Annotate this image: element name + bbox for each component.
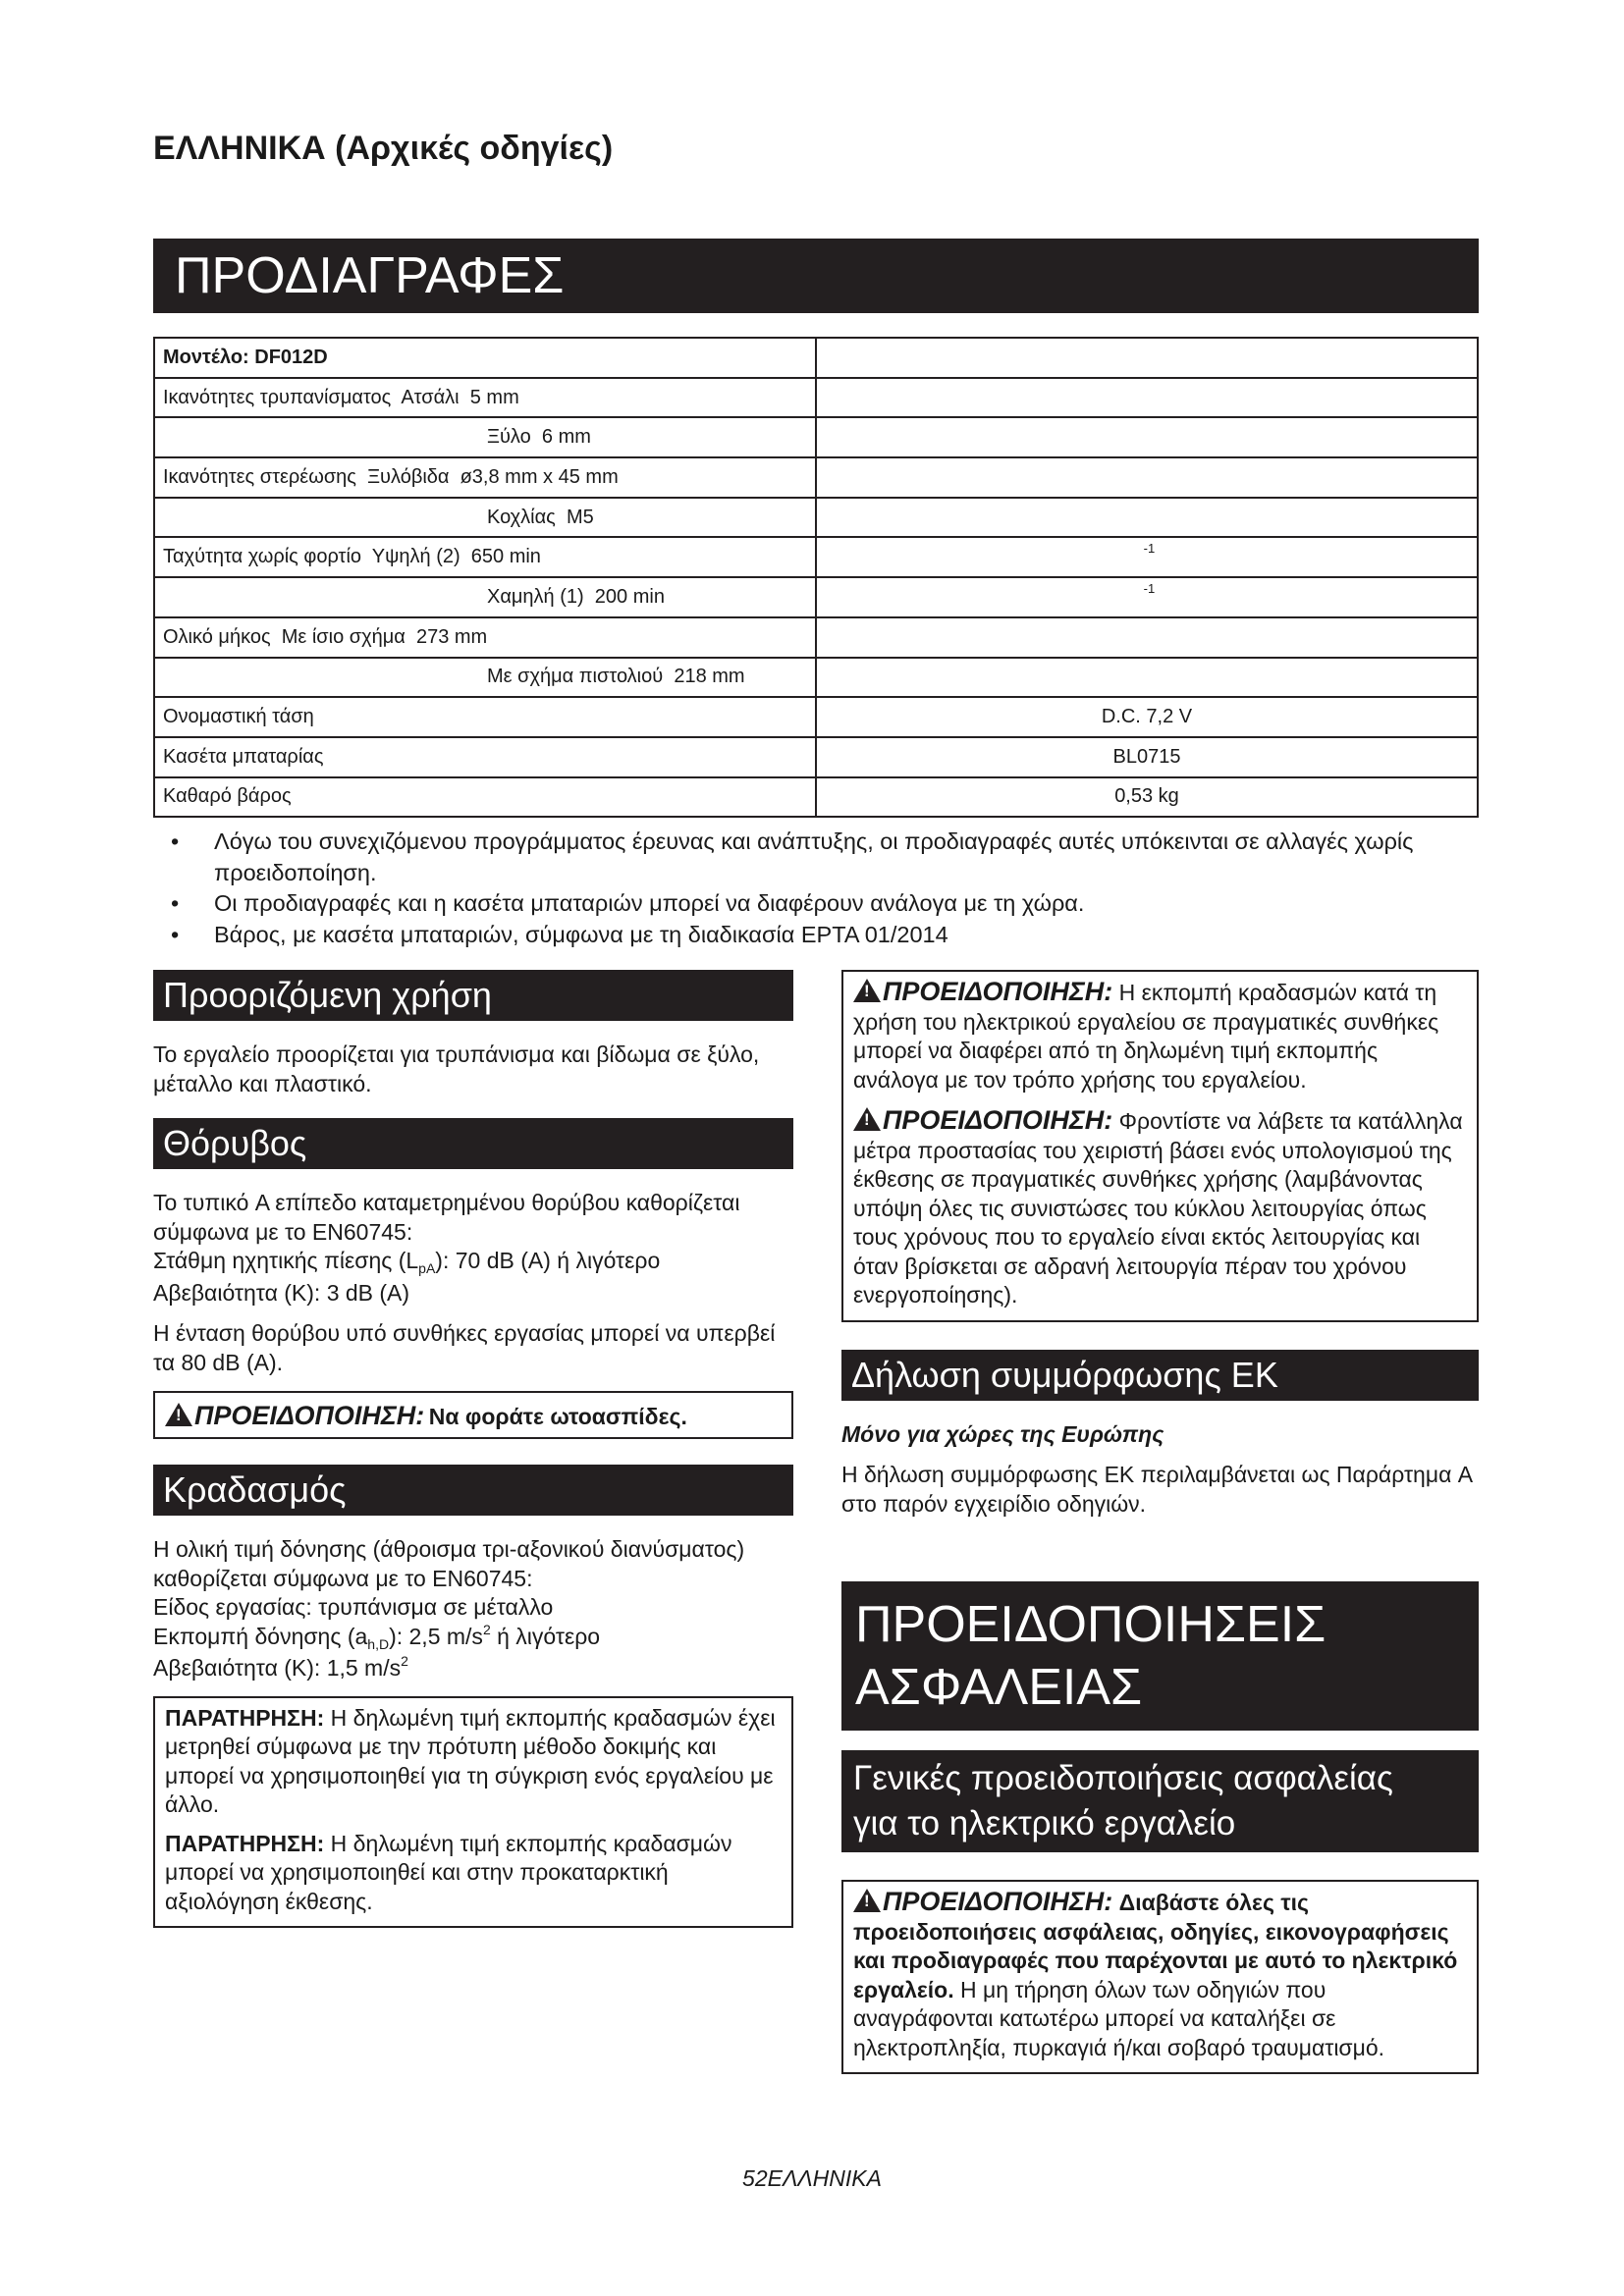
safety-heading: ΠΡΟΕΙΔΟΠΟΙΗΣΕΙΣ ΑΣΦΑΛΕΙΑΣ bbox=[841, 1581, 1479, 1731]
rated-voltage-value: D.C. 7,2 V bbox=[816, 697, 1478, 737]
wood-screw-value: ø3,8 mm x 45 mm bbox=[460, 465, 619, 488]
machine-screw-label: Κοχλίας bbox=[487, 506, 556, 528]
steel-value: 5 mm bbox=[469, 386, 519, 408]
noise-heading: Θόρυβος bbox=[153, 1118, 793, 1169]
model-label: Μοντέλο: DF012D bbox=[154, 338, 816, 378]
ec-declaration-subheading: Μόνο για χώρες της Ευρώπης bbox=[841, 1420, 1164, 1447]
rated-voltage-label: Ονομαστική τάση bbox=[154, 697, 816, 737]
warning-icon bbox=[853, 979, 881, 1002]
straight-label: Με ίσιο σχήμα bbox=[281, 625, 406, 648]
page-footer: 52ΕΛΛΗΝΙΚΑ bbox=[742, 2165, 882, 2191]
spec-note: • Λόγω του συνεχιζόμενου προγράμματος έρευνας και ανάπτυξης, οι προδιαγραφές αυτές υπόκεινται σε αλλαγές χωρίς προειδοποίηση. bbox=[153, 827, 1479, 888]
spec-row-drilling-wood bbox=[154, 417, 1478, 457]
vibration-note: ΠΑΡΑΤΗΡΗΣΗ: Η δηλωμένη τιμή εκπομπής κραδασμών μπορεί να χρησιμοποιηθεί και στην προκαταρκτική αξιολόγηση έκθεσης. bbox=[165, 1830, 732, 1914]
spec-row-weight bbox=[154, 777, 1478, 818]
spec-row-fastening-machine-screw bbox=[154, 498, 1478, 538]
warning-icon bbox=[165, 1403, 192, 1426]
general-safety-heading: Γενικές προειδοποιήσεις ασφαλείας για το ηλεκτρικό εργαλείο bbox=[841, 1750, 1479, 1852]
vibration-warning: !ΠΡΟΕΙΔΟΠΟΙΗΣΗ: Η εκπομπή κραδασμών κατά τη χρήση του ηλεκτρικού εργαλείου σε πραγματικές συνθήκες μπορεί να διαφέρει από τη δηλωμένη τιμή εκπομπής ανάλογα με τον τρόπο χρήσης του εργαλείου. bbox=[853, 978, 1467, 1095]
battery-value: BL0715 bbox=[816, 737, 1478, 777]
spec-row-speed-high bbox=[154, 537, 1478, 577]
intended-use-text: Το εργαλείο προορίζεται για τρυπάνισμα και βίδωμα σε ξύλο, μέταλλο και πλαστικό. bbox=[153, 1041, 760, 1096]
steel-label: Ατσάλι bbox=[401, 386, 460, 408]
low-speed-exponent: -1 bbox=[1143, 581, 1156, 597]
ec-declaration-heading: Δήλωση συμμόρφωσης ΕΚ bbox=[841, 1350, 1479, 1401]
noise-intro: Το τυπικό A επίπεδο καταμετρημένου θορύβου καθορίζεται σύμφωνα με το EN60745: bbox=[153, 1190, 740, 1245]
fastening-capacity-label: Ικανότητες στερέωσης bbox=[163, 465, 356, 488]
vibration-warnings-box bbox=[841, 970, 1479, 1322]
vibration-emission: Εκπομπή δόνησης $(a_{h,D})$: 2,5 $m/s^2$ ή λιγότερο bbox=[153, 1621, 601, 1652]
noise-pressure: Στάθμη ηχητικής πίεσης $(L_{pA})$: 70 dB (A) ή λιγότερο bbox=[153, 1248, 661, 1276]
no-load-speed-label: Ταχύτητα χωρίς φορτίο bbox=[163, 546, 362, 568]
vibration-warning: !ΠΡΟΕΙΔΟΠΟΙΗΣΗ: Φροντίστε να λάβετε τα κατάλληλα μέτρα προστασίας του χειριστή βάσει ενός υπολογισμού της έκθεσης σε πραγματικές συνθήκες χρήσης (λαμβάνοντας υπόψη όλες τις συνιστώσες του κύκλου λειτουργίας όπως τους χρόνους που το εργαλείο είναι εκτός λειτουργίας και όταν βρίσκεται σε αδρανή λειτουργία πέραν του χρόνου ενεργοποίησης). bbox=[853, 1106, 1467, 1310]
wood-label: Ξύλο bbox=[487, 426, 531, 449]
spec-row-length-pistol bbox=[154, 658, 1478, 698]
noise-uncertainty: Αβεβαιότητα (K): 3 dB (A) bbox=[153, 1279, 410, 1306]
spec-row-drilling-steel bbox=[154, 378, 1478, 418]
spec-row-length-straight bbox=[154, 617, 1478, 658]
high-speed-value: 650 min bbox=[470, 546, 541, 568]
overall-length-label: Ολικό μήκος bbox=[163, 625, 271, 648]
vibration-note: ΠΑΡΑΤΗΡΗΣΗ: Η δηλωμένη τιμή εκπομπής κραδασμών έχει μετρηθεί σύμφωνα με την πρότυπη μέθοδο δοκιμής και μπορεί να χρησιμοποιηθεί για τη σύγκριση ενός εργαλείου με άλλο. bbox=[165, 1704, 776, 1817]
low-speed-value: 200 min bbox=[594, 585, 665, 608]
vibration-uncertainty: Αβεβαιότητα (K): 1,5 $m/s^2$ bbox=[153, 1653, 408, 1681]
spec-row-model bbox=[154, 338, 1478, 378]
left-column bbox=[153, 970, 793, 1928]
vibration-intro: Η ολική τιμή δόνησης (άθροισμα τρι-αξονικού διανύσματος) καθορίζεται σύμφωνα με το EN60745: bbox=[153, 1536, 745, 1591]
specifications-heading: ΠΡΟΔΙΑΓΡΑΦΕΣ bbox=[153, 239, 1479, 313]
specifications-table bbox=[153, 337, 1479, 818]
spec-notes-list bbox=[153, 827, 1479, 950]
spec-note: • Βάρος, με κασέτα μπαταριών, σύμφωνα με τη διαδικασία EPTA 01/2014 bbox=[153, 920, 1479, 951]
warning-label: ΠΡΟΕΙΔΟΠΟΙΗΣΗ: bbox=[194, 1401, 425, 1430]
spec-row-fastening-wood-screw bbox=[154, 457, 1478, 498]
net-weight-label: Καθαρό βάρος bbox=[154, 777, 816, 818]
battery-label: Κασέτα μπαταρίας bbox=[154, 737, 816, 777]
warning-icon bbox=[853, 1107, 881, 1131]
language-title: ΕΛΛΗΝΙΚΑ (Αρχικές οδηγίες) bbox=[153, 130, 614, 167]
vibration-work-mode: Είδος εργασίας: τρυπάνισμα σε μέταλλο bbox=[153, 1594, 554, 1620]
pistol-label: Με σχήμα πιστολιού bbox=[487, 666, 664, 688]
noise-warning-box bbox=[153, 1391, 793, 1439]
spec-row-speed-low bbox=[154, 577, 1478, 617]
vibration-heading: Κραδασμός bbox=[153, 1465, 793, 1516]
noise-warning-text: Να φοράτε ωτοασπίδες. bbox=[428, 1404, 687, 1429]
intended-use-heading: Προοριζόμενη χρήση bbox=[153, 970, 793, 1021]
net-weight-value: 0,53 kg bbox=[816, 777, 1478, 818]
drilling-capacity-label: Ικανότητες τρυπανίσματος bbox=[163, 386, 392, 408]
low-speed-label: Χαμηλή (1) bbox=[487, 585, 584, 608]
vibration-notes-box bbox=[153, 1696, 793, 1929]
high-speed-label: Υψηλή (2) bbox=[371, 546, 460, 568]
safety-warning-box: !ΠΡΟΕΙΔΟΠΟΙΗΣΗ: Διαβάστε όλες τις προειδοποιήσεις ασφάλειας, οδηγίες, εικονογραφήσεις και προδιαγραφές που παρέχονται με αυτό το ηλεκτρικό εργαλείο. Η μη τήρηση όλων των οδηγιών που αναγράφονται κατωτέρω μπορεί να καταλήξει σε ηλεκτροπληξία, πυρκαγιά ή/και σοβαρό τραυματισμό. bbox=[841, 1880, 1479, 2074]
right-column bbox=[841, 970, 1479, 2074]
spec-row-battery bbox=[154, 737, 1478, 777]
ec-declaration-text: Η δήλωση συμμόρφωσης ΕΚ περιλαμβάνεται ως Παράρτημα A στο παρόν εγχειρίδιο οδηγιών. bbox=[841, 1462, 1472, 1517]
machine-screw-value: M5 bbox=[566, 506, 594, 528]
noise-exceed-note: Η ένταση θορύβου υπό συνθήκες εργασίας μπορεί να υπερβεί τα 80 dB (A). bbox=[153, 1320, 776, 1375]
straight-value: 273 mm bbox=[415, 625, 488, 648]
wood-screw-label: Ξυλόβιδα bbox=[367, 465, 450, 488]
warning-icon bbox=[853, 1889, 881, 1912]
wood-value: 6 mm bbox=[541, 426, 591, 449]
high-speed-exponent: -1 bbox=[1143, 541, 1156, 557]
spec-row-voltage bbox=[154, 697, 1478, 737]
spec-note: • Οι προδιαγραφές και η κασέτα μπαταριών μπορεί να διαφέρουν ανάλογα με τη χώρα. bbox=[153, 888, 1479, 920]
pistol-value: 218 mm bbox=[674, 666, 745, 688]
